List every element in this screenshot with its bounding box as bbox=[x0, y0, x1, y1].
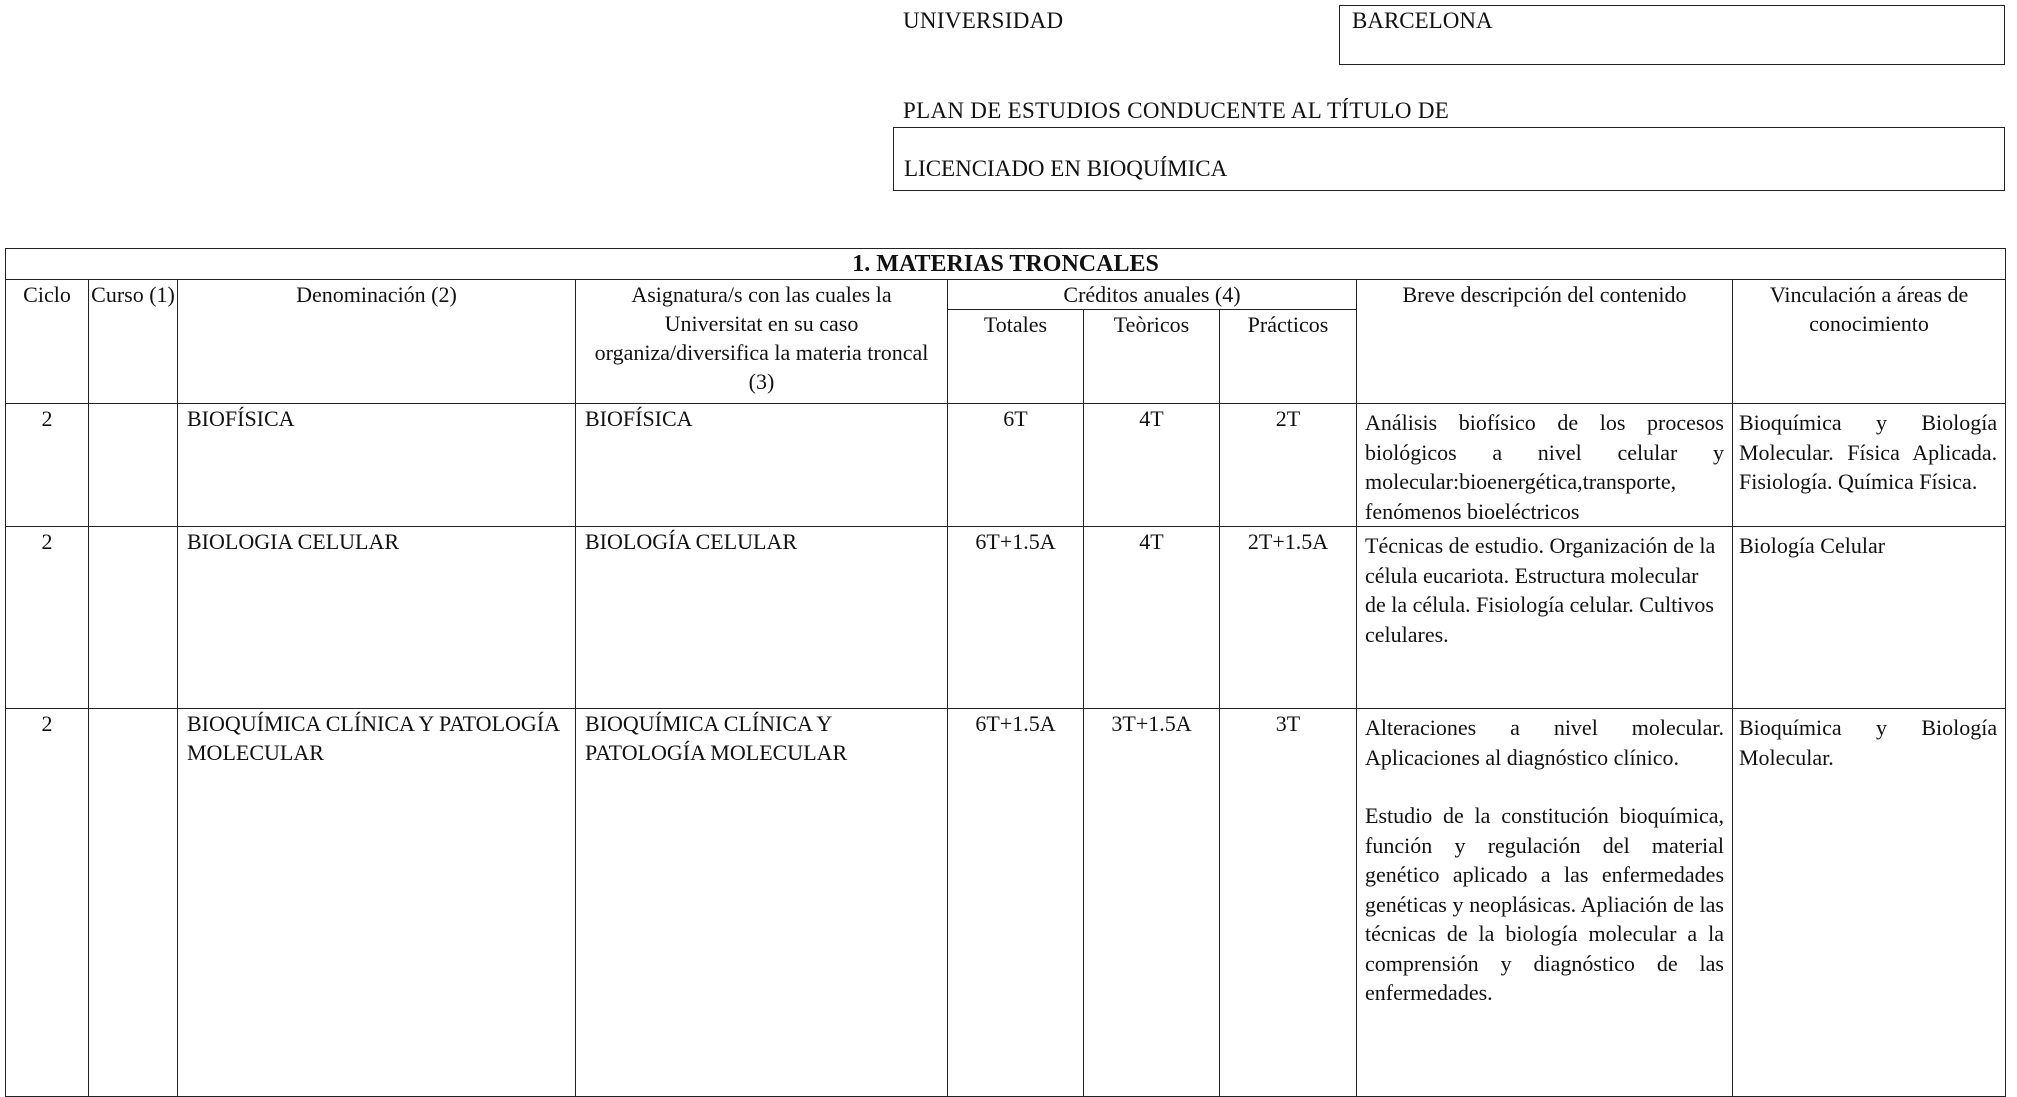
university-field bbox=[1339, 5, 2005, 65]
descripcion-paragraph: Análisis biofísico de los procesos biológicos a nivel celular y molecular:bioenergética,transporte, fenómenos bioeléctricos bbox=[1365, 410, 1724, 524]
cell-ciclo: 2 bbox=[6, 527, 89, 709]
university-label: UNIVERSIDAD bbox=[903, 8, 1064, 33]
col-header-asignatura: Asignatura/s con las cuales la Universitat en su caso organiza/diversifica la materia troncal (3) bbox=[576, 280, 948, 404]
col-header-creditos: Créditos anuales (4) bbox=[948, 280, 1357, 310]
cell-descripcion bbox=[1357, 709, 1733, 1097]
cell-practicos: 2T+1.5A bbox=[1220, 527, 1357, 709]
col-header-totales: Totales bbox=[948, 310, 1084, 404]
table-row bbox=[6, 404, 2006, 527]
cell-totales: 6T+1.5A bbox=[948, 527, 1084, 709]
descripcion-paragraph: Estudio de la constitución bioquímica, función y regulación del material genético aplicado a las enfermedades genéticas y neoplásicas. Apliación de las técnicas de la biología molecular a la comprensión y diagnóstico de las enfermedades. bbox=[1365, 803, 1724, 1005]
col-header-practicos: Prácticos bbox=[1220, 310, 1357, 404]
descripcion-paragraph: Alteraciones a nivel molecular. Aplicaciones al diagnóstico clínico. bbox=[1365, 715, 1724, 770]
cell-teoricos: 3T+1.5A bbox=[1084, 709, 1220, 1097]
plan-label: PLAN DE ESTUDIOS CONDUCENTE AL TÍTULO DE bbox=[903, 98, 1450, 123]
descripcion-paragraph: Técnicas de estudio. Organización de la célula eucariota. Estructura molecular de la célula. Fisiología celular. Cultivos celulares. bbox=[1365, 533, 1716, 647]
materias-troncales-table bbox=[5, 248, 2006, 1097]
cell-asignatura: BIOQUÍMICA CLÍNICA Y PATOLOGÍA MOLECULAR bbox=[576, 709, 948, 1097]
university-value: BARCELONA bbox=[1352, 8, 1493, 33]
cell-vinculacion: Biología Celular bbox=[1733, 527, 2006, 709]
cell-totales: 6T+1.5A bbox=[948, 709, 1084, 1097]
col-header-ciclo: Ciclo bbox=[6, 280, 89, 404]
table-caption: 1. MATERIAS TRONCALES bbox=[6, 249, 2006, 280]
cell-curso bbox=[89, 709, 178, 1097]
col-header-denominacion: Denominación (2) bbox=[178, 280, 576, 404]
table-row bbox=[6, 709, 2006, 1097]
col-header-vinculacion: Vinculación a áreas de conocimiento bbox=[1733, 280, 2006, 404]
cell-vinculacion: Bioquímica y Biología Molecular. bbox=[1733, 709, 2006, 1097]
cell-ciclo: 2 bbox=[6, 709, 89, 1097]
table-row bbox=[6, 527, 2006, 709]
cell-practicos: 3T bbox=[1220, 709, 1357, 1097]
cell-practicos: 2T bbox=[1220, 404, 1357, 527]
cell-teoricos: 4T bbox=[1084, 527, 1220, 709]
degree-title-value: LICENCIADO EN BIOQUÍMICA bbox=[904, 156, 1228, 181]
cell-teoricos: 4T bbox=[1084, 404, 1220, 527]
cell-curso bbox=[89, 404, 178, 527]
cell-denominacion: BIOLOGIA CELULAR bbox=[178, 527, 576, 709]
cell-denominacion: BIOFÍSICA bbox=[178, 404, 576, 527]
cell-curso bbox=[89, 527, 178, 709]
col-header-teoricos: Teòricos bbox=[1084, 310, 1220, 404]
cell-totales: 6T bbox=[948, 404, 1084, 527]
cell-denominacion: BIOQUÍMICA CLÍNICA Y PATOLOGÍA MOLECULAR bbox=[178, 709, 576, 1097]
cell-descripcion bbox=[1357, 404, 1733, 527]
col-header-curso: Curso (1) bbox=[89, 280, 178, 404]
col-header-descripcion: Breve descripción del contenido bbox=[1357, 280, 1733, 404]
cell-descripcion bbox=[1357, 527, 1733, 709]
cell-asignatura: BIOFÍSICA bbox=[576, 404, 948, 527]
cell-asignatura: BIOLOGÍA CELULAR bbox=[576, 527, 948, 709]
cell-vinculacion: Bioquímica y Biología Molecular. Física Aplicada. Fisiología. Química Física. bbox=[1733, 404, 2006, 527]
cell-ciclo: 2 bbox=[6, 404, 89, 527]
degree-title-field bbox=[893, 127, 2005, 191]
